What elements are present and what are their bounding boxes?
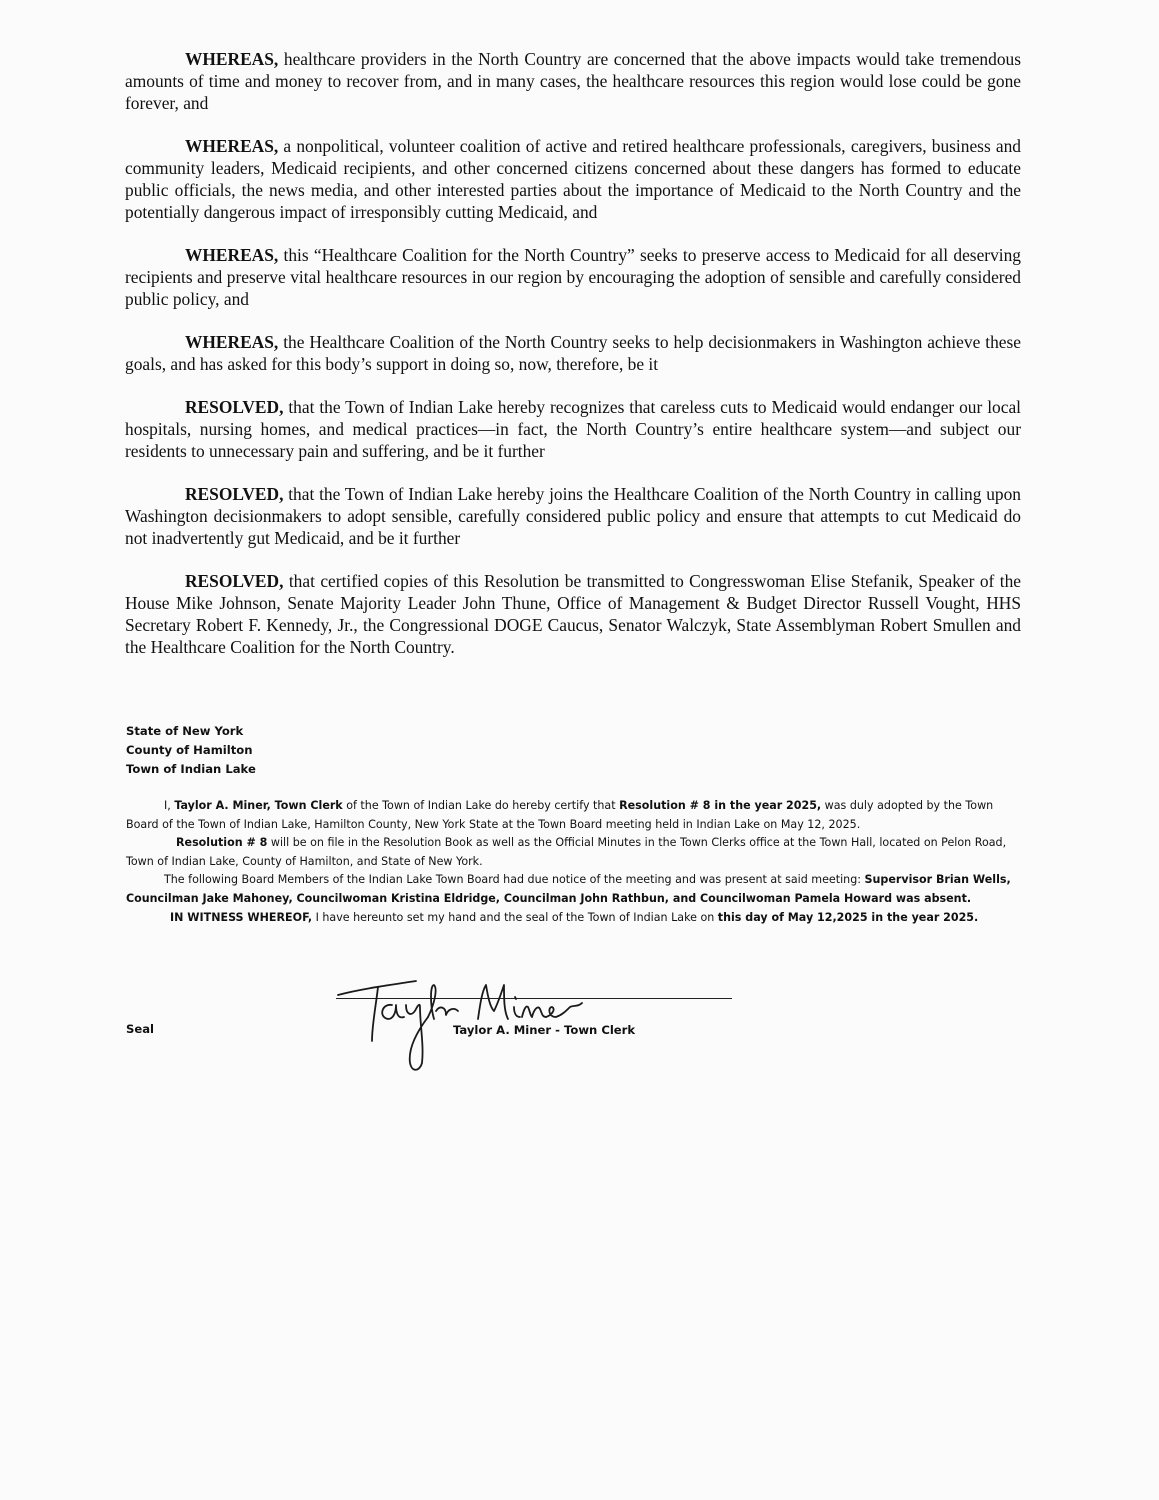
jurisdiction-block [126,722,1026,779]
town-line: Town of Indian Lake [126,762,256,776]
resolution-clause [125,331,1021,375]
certification-paragraph: I, Taylor A. Miner, Town Clerk of the Town of Indian Lake do hereby certify that Resolution # 8 in the year 2025, was duly adopted by the Town Board of the Town of Indian Lake, Hamilton County, New York State at the Town Board meeting held in Indian Lake on May 12, 2025. [126,799,994,831]
clause-lead: WHEREAS, [185,332,279,352]
handwritten-signature [320,945,620,1075]
clause-text: the Healthcare Coalition of the North Country seeks to help decisionmakers in Washington achieve these goals, and has asked for this body’s support in doing so, now, therefore, be it [125,332,1021,374]
clause-text: that certified copies of this Resolution be transmitted to Congresswoman Elise Stefanik, Speaker of the House Mike Johnson, Senate Majority Leader John Thune, Office of Management & Budget Director Russell Vought, HHS Secretary Robert F. Kennedy, Jr., the Congressional DOGE Caucus, Senator Walczyk, State Assemblyman Robert Smullen and the Healthcare Coalition for the North Country. [125,571,1021,657]
clause-lead: WHEREAS, [185,136,279,156]
clause-text: healthcare providers in the North Country are concerned that the above impacts would take tremendous amounts of time and money to recover from, and in many cases, the healthcare resources this region would lose could be gone forever, and [125,49,1021,113]
resolution-clause [125,244,1021,310]
signer-title: Taylor A. Miner - Town Clerk [453,1023,636,1037]
county-line: County of Hamilton [126,743,253,757]
resolution-body [125,48,1021,679]
resolution-clause [125,135,1021,223]
resolution-clause [125,483,1021,549]
certification-paragraph: The following Board Members of the Indian Lake Town Board had due notice of the meeting and was present at said meeting: Supervisor Brian Wells, Councilman Jake Mahoney, Councilwoman Kristina Eldridge, Councilman John Rathbun, and Councilwoman Pamela Howard was absent. [126,873,1011,905]
clause-text: this “Healthcare Coalition for the North Country” seeks to preserve access to Medicaid for all deserving recipients and preserve vital healthcare resources in our region by encouraging the adoption of sensible and carefully considered public policy, and [125,245,1021,309]
resolution-clause [125,48,1021,114]
clause-lead: RESOLVED, [185,571,284,591]
certification-paragraph: Resolution # 8 will be on file in the Resolution Book as well as the Official Minutes in the Town Clerks office at the Town Hall, located on Pelon Road, Town of Indian Lake, County of Hamilton, and State of New York. [126,836,1007,868]
clause-lead: WHEREAS, [185,245,279,265]
clause-lead: RESOLVED, [185,397,284,417]
clause-lead: WHEREAS, [185,49,279,69]
clerk-certification [126,797,1026,927]
clause-text: a nonpolitical, volunteer coalition of active and retired healthcare professionals, caregivers, business and community leaders, Medicaid recipients, and other concerned citizens concerned about these dangers has formed to educate public officials, the news media, and other interested parties about the importance of Medicaid to the North Country and the potentially dangerous impact of irresponsibly cutting Medicaid, and [125,136,1021,222]
clause-text: that the Town of Indian Lake hereby recognizes that careless cuts to Medicaid would endanger our local hospitals, nursing homes, and medical practices—in fact, the North Country’s entire healthcare system—and subject our residents to unnecessary pain and suffering, and be it further [125,397,1021,461]
seal-label: Seal [126,1022,155,1036]
resolution-clause [125,570,1021,658]
witness-paragraph: IN WITNESS WHEREOF, I have hereunto set my hand and the seal of the Town of Indian Lake on this day of May 12,2025 in the year 2025. [170,910,979,924]
clause-text: that the Town of Indian Lake hereby joins the Healthcare Coalition of the North Country in calling upon Washington decisionmakers to adopt sensible, carefully considered public policy and ensure that attempts to cut Medicaid do not inadvertently gut Medicaid, and be it further [125,484,1021,548]
resolution-clause [125,396,1021,462]
clause-lead: RESOLVED, [185,484,284,504]
state-line: State of New York [126,724,244,738]
